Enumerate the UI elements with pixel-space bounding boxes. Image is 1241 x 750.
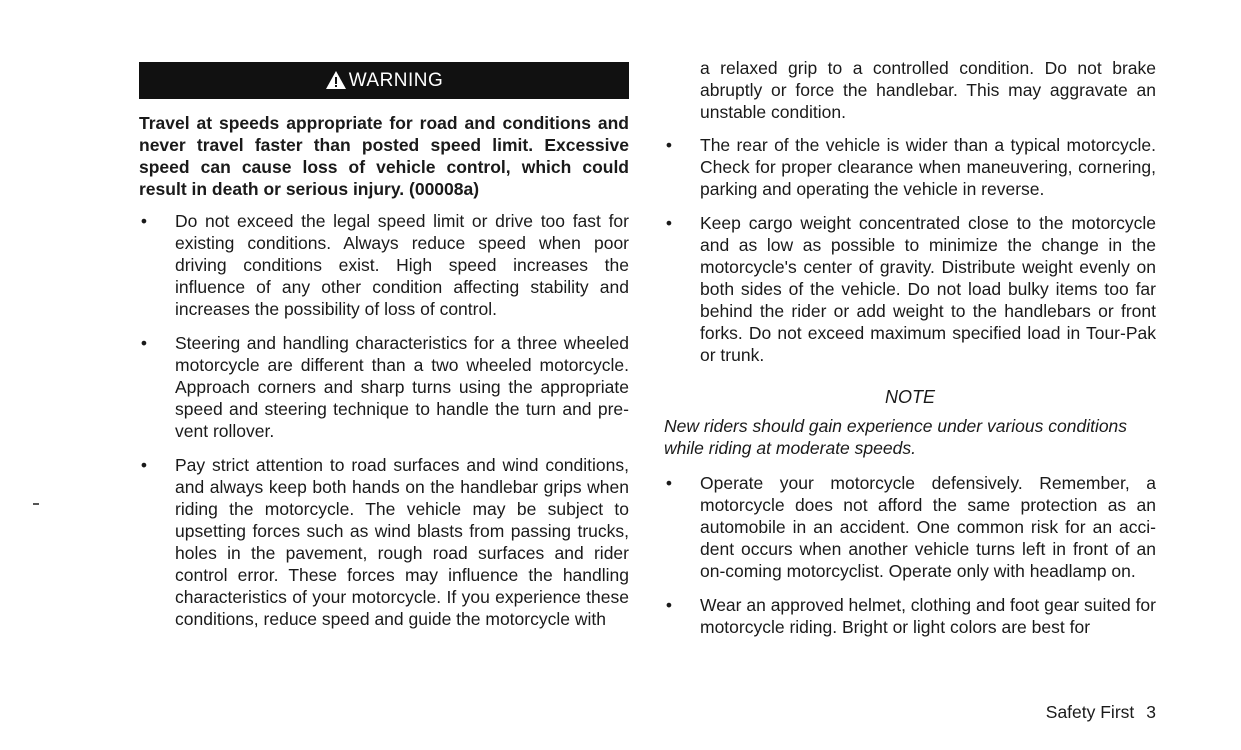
bullet-icon: • — [665, 213, 673, 233]
list-item-text: The rear of the vehicle is wider than a typical motorcycle. Check for proper clearance when maneuvering, cornering, parking and operating the vehicle in reverse. — [700, 135, 1156, 199]
note-text: New riders should gain experience under various conditions while riding at moderate speeds. — [664, 416, 1128, 458]
list-item — [139, 210, 629, 320]
bullet-icon: • — [140, 211, 148, 231]
right-bullet-list-bottom — [664, 472, 1156, 650]
right-column — [664, 0, 1156, 750]
warning-banner — [139, 62, 629, 99]
list-item — [664, 212, 1156, 366]
list-item-text: Do not exceed the legal speed limit or drive too fast for existing conditions. Always reduce speed when poor driving conditions exist. High speed increases the influence of any other condition affecting stability and increases the possibility of loss of control. — [175, 211, 629, 319]
page-number: 3 — [1146, 702, 1156, 722]
right-bullet-list-top — [664, 134, 1156, 378]
left-bullet-list — [139, 210, 629, 642]
warning-label: WARNING — [348, 69, 444, 91]
bullet-icon: • — [665, 135, 673, 155]
bullet-icon: • — [140, 455, 148, 475]
list-item — [664, 472, 1156, 582]
list-item — [139, 454, 629, 630]
bullet-icon: • — [140, 333, 148, 353]
warning-statement: Travel at speeds appropriate for road and conditions and never travel faster than posted speed limit. Excessive speed can cause loss of vehicle control, which could result in death or serious injury. (00008a) — [139, 113, 629, 199]
list-item — [139, 332, 629, 442]
footer-section-title: Safety First — [1045, 702, 1135, 722]
list-item — [664, 594, 1156, 638]
list-item-text: Operate your motorcycle defensively. Remember, a motorcycle does not afford the same protection as an automobile in an accident. One common risk for an acci-dent occurs when another vehicle turns left in front of an on-coming motorcyclist. Operate only with headlamp on. — [700, 473, 1156, 581]
list-item-text: Pay strict attention to road surfaces and wind conditions, and always keep both hands on the handlebar grips when riding the motorcycle. The vehicle may be subject to upsetting forces such as wind blasts from passing trucks, holes in the pavement, rough road surfaces and rider control error. These forces may influence the handling characteristics of your motorcycle. If you experience these conditions, reduce speed and guide the motorcycle with — [175, 455, 629, 629]
bullet-icon: • — [665, 473, 673, 493]
page-footer — [1046, 701, 1156, 723]
note-heading: NOTE — [884, 387, 935, 407]
list-item-text: Wear an approved helmet, clothing and foot gear suited for motorcycle riding. Bright or light colors are best for — [700, 595, 1156, 637]
list-item-text: Keep cargo weight concentrated close to the motorcycle and as low as possible to minimize the change in the motorcycle's center of gravity. Distribute weight evenly on both sides of the vehicle. Do not load bulky items too far behind the rider or add weight to the handlebars or front forks. Do not exceed maximum specified load in Tour-Pak or trunk. — [700, 213, 1156, 365]
continued-paragraph: a relaxed grip to a controlled condition. Do not brake abruptly or force the handlebar. This may aggravate an unstable condition. — [700, 58, 1156, 122]
bullet-icon: • — [665, 595, 673, 615]
list-item — [664, 134, 1156, 200]
warning-triangle-icon — [325, 70, 347, 90]
list-item-text: Steering and handling characteristics for a three wheeled motorcycle are different than a two wheeled motorcycle. Approach corners and sharp turns using the appropriate speed and steering technique to handle the turn and pre-vent rollover. — [175, 333, 629, 441]
scan-mark — [33, 503, 39, 505]
